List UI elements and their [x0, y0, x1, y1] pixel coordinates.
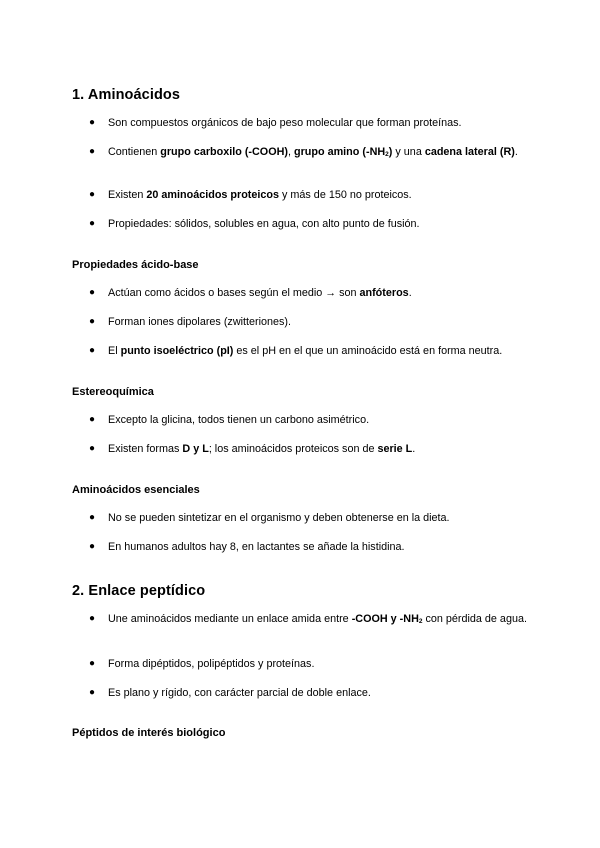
- item-text: No se pueden sintetizar en el organismo y deben obtenerse en la dieta.: [108, 512, 450, 524]
- subsection-title-estereoquimica: Estereoquímica: [72, 386, 154, 398]
- section-title-aminoacidos: 1. Aminoácidos: [72, 87, 181, 103]
- item-text: Forman iones dipolares (zwitteriones).: [108, 316, 292, 328]
- bullet-icon: ●: [89, 512, 96, 523]
- item-text: Excepto la glicina, todos tienen un carbono asimétrico.: [108, 414, 370, 426]
- list-item: ● Existen 20 aminoácidos proteicos y más de 150 no proteicos.: [89, 189, 412, 201]
- item-text: Es plano y rígido, con carácter parcial de doble enlace.: [108, 687, 371, 699]
- list-item: [89, 511, 528, 525]
- bullet-icon: ●: [89, 443, 96, 454]
- subsection-title-acido-base: Propiedades ácido-base: [72, 259, 199, 271]
- list-item: [89, 217, 528, 231]
- subsection-title-esenciales: Aminoácidos esenciales: [72, 484, 200, 496]
- list-item: [89, 540, 528, 554]
- item-text: Forma dipéptidos, polipéptidos y proteínas.: [108, 658, 315, 670]
- bullet-icon: ●: [89, 146, 96, 157]
- item-text: Son compuestos orgánicos de bajo peso molecular que forman proteínas.: [108, 117, 462, 129]
- bullet-icon: ●: [89, 414, 96, 425]
- bullet-icon: ●: [89, 316, 96, 327]
- subsection-title-peptidos: Péptidos de interés biológico: [72, 727, 226, 739]
- bullet-icon: ●: [89, 687, 96, 698]
- list-item: ● Une aminoácidos mediante un enlace amida entre -COOH y $-NH_2$ con pérdida de agua.: [89, 613, 527, 625]
- bullet-icon: ●: [89, 658, 96, 669]
- list-item: ● Actúan como ácidos o bases según el medio → son anfóteros.: [89, 287, 412, 299]
- list-item: [89, 315, 528, 329]
- item-text: En humanos adultos hay 8, en lactantes se añade la histidina.: [108, 541, 405, 553]
- section-title-enlace-peptidico: 2. Enlace peptídico: [72, 583, 206, 599]
- list-item: [89, 413, 528, 427]
- bullet-icon: ●: [89, 218, 96, 229]
- bullet-icon: ●: [89, 345, 96, 356]
- list-item: ● Contienen grupo carboxilo (-COOH), grupo amino $(-NH_2)$ y una cadena lateral (R).: [89, 146, 518, 158]
- list-item: [89, 116, 528, 130]
- item-text: Propiedades: sólidos, solubles en agua, con alto punto de fusión.: [108, 218, 420, 230]
- bullet-icon: ●: [89, 613, 96, 624]
- list-item: [89, 686, 528, 700]
- list-item: ● Existen formas D y L; los aminoácidos proteicos son de serie L.: [89, 443, 416, 455]
- list-item: [89, 657, 528, 671]
- bullet-icon: ●: [89, 189, 96, 200]
- list-item: ● El punto isoeléctrico (pI) es el pH en el que un aminoácido está en forma neutra.: [89, 345, 503, 357]
- bullet-icon: ●: [89, 541, 96, 552]
- bullet-icon: ●: [89, 287, 96, 298]
- bullet-icon: ●: [89, 117, 96, 128]
